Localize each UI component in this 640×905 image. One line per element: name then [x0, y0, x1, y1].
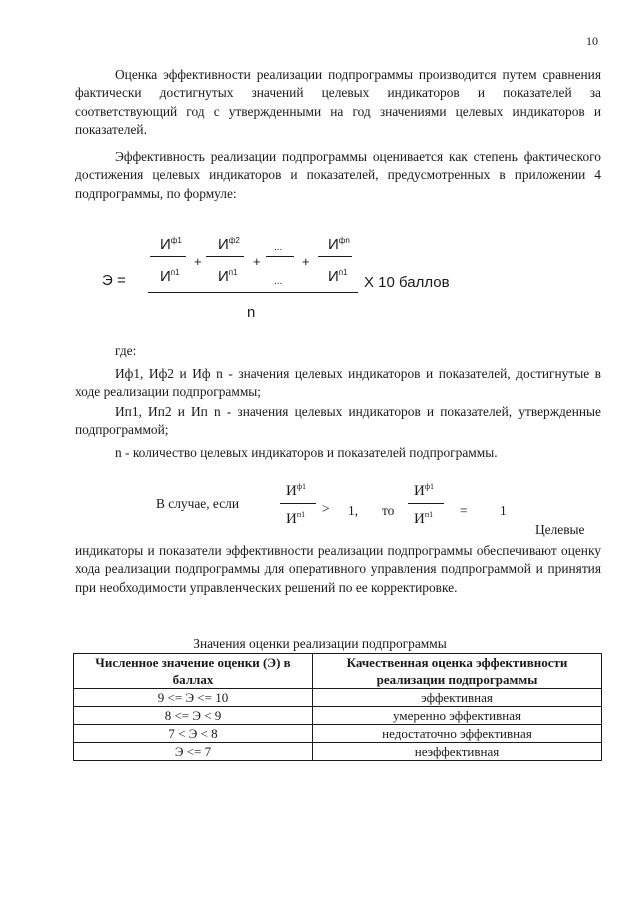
condition-denominator: $И^{п1}$: [286, 510, 306, 527]
condition-to: то: [382, 503, 395, 518]
condition-numerator: $И^{ф1}$: [286, 482, 307, 499]
where-approved-values: Ип1, Ип2 и Ип n - значения целевых индикаторов и показателей, утвержденные подпрограммой;: [75, 404, 601, 438]
formula-numerator-1: $И^{ф1}$: [160, 236, 182, 253]
table-cell-quality: умеренно эффективная: [313, 707, 602, 725]
plus-sign-3: +: [302, 254, 310, 269]
where-count: n - количество целевых индикаторов и показателей подпрограммы.: [115, 445, 498, 460]
plus-sign-2: +: [253, 254, 261, 269]
paragraph-evaluation-method: Оценка эффективности реализации подпрограммы производится путем сравнения фактически достигнутых значений целевых индикаторов и показателей за соответствующий год с утвержденными на год значениями целевых индикаторов и показателей.: [75, 67, 601, 138]
fraction-bar-1: [150, 256, 186, 257]
condition-eq: =: [460, 503, 468, 518]
table-cell-quality: неэффективная: [313, 743, 602, 761]
table-cell-quality: эффективная: [313, 689, 602, 707]
table-header-quality: Качественная оценка эффективности реализации подпрограммы: [313, 654, 602, 689]
fraction-bar-n: [318, 256, 352, 257]
formula-lhs: Э =: [102, 272, 126, 289]
condition-gt: >: [322, 501, 330, 516]
main-fraction-bar: [148, 292, 358, 293]
page-number: 10: [586, 34, 598, 48]
formula-multiplier: X 10 баллов: [364, 274, 450, 291]
formula-denominator-2: $И^{п1}$: [218, 268, 238, 285]
table-row: [74, 725, 602, 743]
table-cell-score: 7 < Э < 8: [74, 725, 313, 743]
table-cell-score: 8 <= Э < 9: [74, 707, 313, 725]
table-header-score: Численное значение оценки (Э) в баллах: [74, 654, 313, 689]
formula-numerator-n: $И^{фn}$: [328, 236, 350, 253]
table-cell-quality: недостаточно эффективная: [313, 725, 602, 743]
formula-denominator-1: $И^{п1}$: [160, 268, 180, 285]
table-cell-score: 9 <= Э <= 10: [74, 689, 313, 707]
evaluation-table: [73, 653, 602, 761]
condition-result: 1: [500, 503, 507, 518]
condition-result-fraction-bar: [408, 503, 444, 504]
formula-numerator-2: $И^{ф2}$: [218, 236, 240, 253]
formula-dots-top: ...: [274, 242, 283, 253]
condition-fraction-bar: [280, 503, 316, 504]
formula-denominator-n: $И^{п1}$: [328, 268, 348, 285]
where-actual-values: Иф1, Иф2 и Иф n - значения целевых индикаторов и показателей, достигнутые в ходе реализации подпрограммы;: [75, 366, 601, 400]
fraction-bar-dots: [266, 256, 294, 257]
table-cell-score: Э <= 7: [74, 743, 313, 761]
condition-one: 1,: [348, 503, 359, 518]
table-caption: Значения оценки реализации подпрограммы: [193, 636, 447, 651]
table-header-row: [74, 654, 602, 689]
condition-tail-paragraph: индикаторы и показатели эффективности реализации подпрограммы обеспечивают оценку хода реализации подпрограммы для оперативного управления подпрограммой и принятия при необходимости управленческих решений по ее корректировке.: [75, 543, 601, 595]
condition-result-denominator: $И^{п1}$: [414, 510, 434, 527]
fraction-bar-2: [206, 256, 244, 257]
condition-result-numerator: $И^{ф1}$: [414, 482, 435, 499]
condition-tail-first: Целевые: [535, 522, 585, 537]
paragraph-efficiency-formula-intro: Эффективность реализации подпрограммы оценивается как степень фактического достижения целевых индикаторов и показателей, предусмотренных в приложении 4 подпрограммы, по формуле:: [75, 149, 601, 201]
table-row: [74, 689, 602, 707]
condition-prefix: В случае, если: [156, 496, 239, 511]
table-row: [74, 743, 602, 761]
where-label: где:: [115, 343, 137, 358]
formula-n: n: [247, 304, 256, 321]
formula-dots-bottom: ...: [274, 276, 283, 287]
plus-sign-1: +: [194, 254, 202, 269]
table-row: [74, 707, 602, 725]
